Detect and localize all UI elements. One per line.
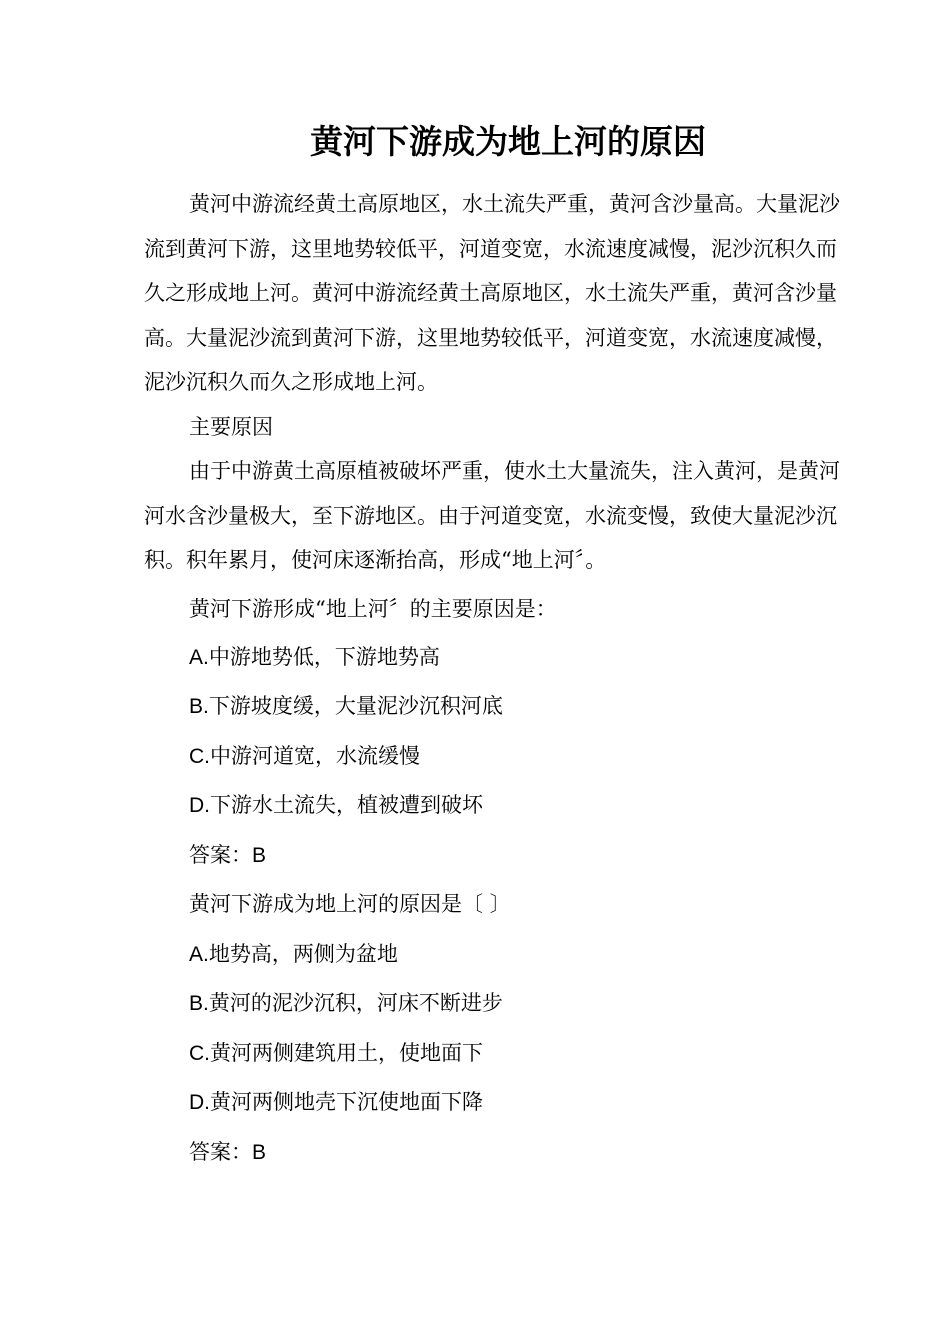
question-2-answer — [144, 1128, 844, 1178]
option-letter: D. — [189, 794, 210, 817]
document-body — [144, 182, 844, 1177]
option-letter: B. — [189, 992, 209, 1015]
option-letter: A. — [189, 645, 209, 669]
option-letter: C. — [189, 744, 210, 768]
question-1-answer — [144, 831, 844, 881]
option-text: 中游地势低，下游地势高 — [208, 644, 440, 669]
question-1-option-b — [144, 682, 844, 732]
answer-value: B — [252, 843, 267, 867]
question-1-option-d — [144, 781, 844, 831]
option-letter: D. — [189, 1091, 210, 1114]
question-2-option-d — [144, 1078, 844, 1128]
answer-value: B — [252, 1140, 267, 1164]
option-letter: C. — [189, 1041, 210, 1065]
document-title: 黄河下游成为地上河的原因 — [310, 122, 706, 161]
question-1-option-c — [144, 732, 844, 782]
intro-paragraph: 黄河中游流经黄土高原地区，水土流失严重，黄河含沙量高。大量泥沙流到黄河下游，这里地势较低平，河道变宽，水流速度减慢，泥沙沉积久而久之形成地上河。黄河中游流经黄土高原地区，水土流失严重，黄河含沙量高。大量泥沙流到黄河下游，这里地势较低平，河道变宽，水流速度减慢，泥沙沉积久而久之形成地上河。 — [144, 192, 840, 394]
question-2-option-b — [144, 979, 844, 1029]
option-text: 黄河两侧地壳下沉使地面下降 — [210, 1090, 483, 1114]
option-text: 下游水土流失，植被遭到破坏 — [210, 793, 483, 817]
question-2-option-a — [144, 930, 844, 980]
question-1-option-a — [144, 633, 844, 683]
reason-paragraph: 由于中游黄土高原植被破坏严重，使水土大量流失，注入黄河，是黄河河水含沙量极大，至下游地区。由于河道变宽，水流变慢，致使大量泥沙沉积。积年累月，使河床逐渐抬高，形成“地上河〞。 — [144, 459, 840, 572]
question-2-stem: 黄河下游成为地上河的原因是〔 〕 — [189, 892, 511, 916]
question-1-stem: 黄河下游形成“地上河〞的主要原因是： — [189, 596, 557, 621]
option-text: 地势高，两侧为盆地 — [208, 941, 398, 966]
section-heading: 主要原因 — [189, 414, 273, 439]
question-2-option-c — [144, 1029, 844, 1079]
option-letter: B. — [189, 695, 209, 718]
option-text: 黄河两侧建筑用土，使地面下 — [210, 1040, 483, 1065]
answer-label: 答案： — [189, 1139, 252, 1164]
option-text: 中游河道宽，水流缓慢 — [210, 743, 420, 768]
option-text: 下游坡度缓，大量泥沙沉积河底 — [208, 694, 503, 718]
option-letter: A. — [189, 942, 209, 966]
option-text: 黄河的泥沙沉积，河床不断进步 — [208, 991, 503, 1015]
answer-label: 答案： — [189, 842, 252, 867]
